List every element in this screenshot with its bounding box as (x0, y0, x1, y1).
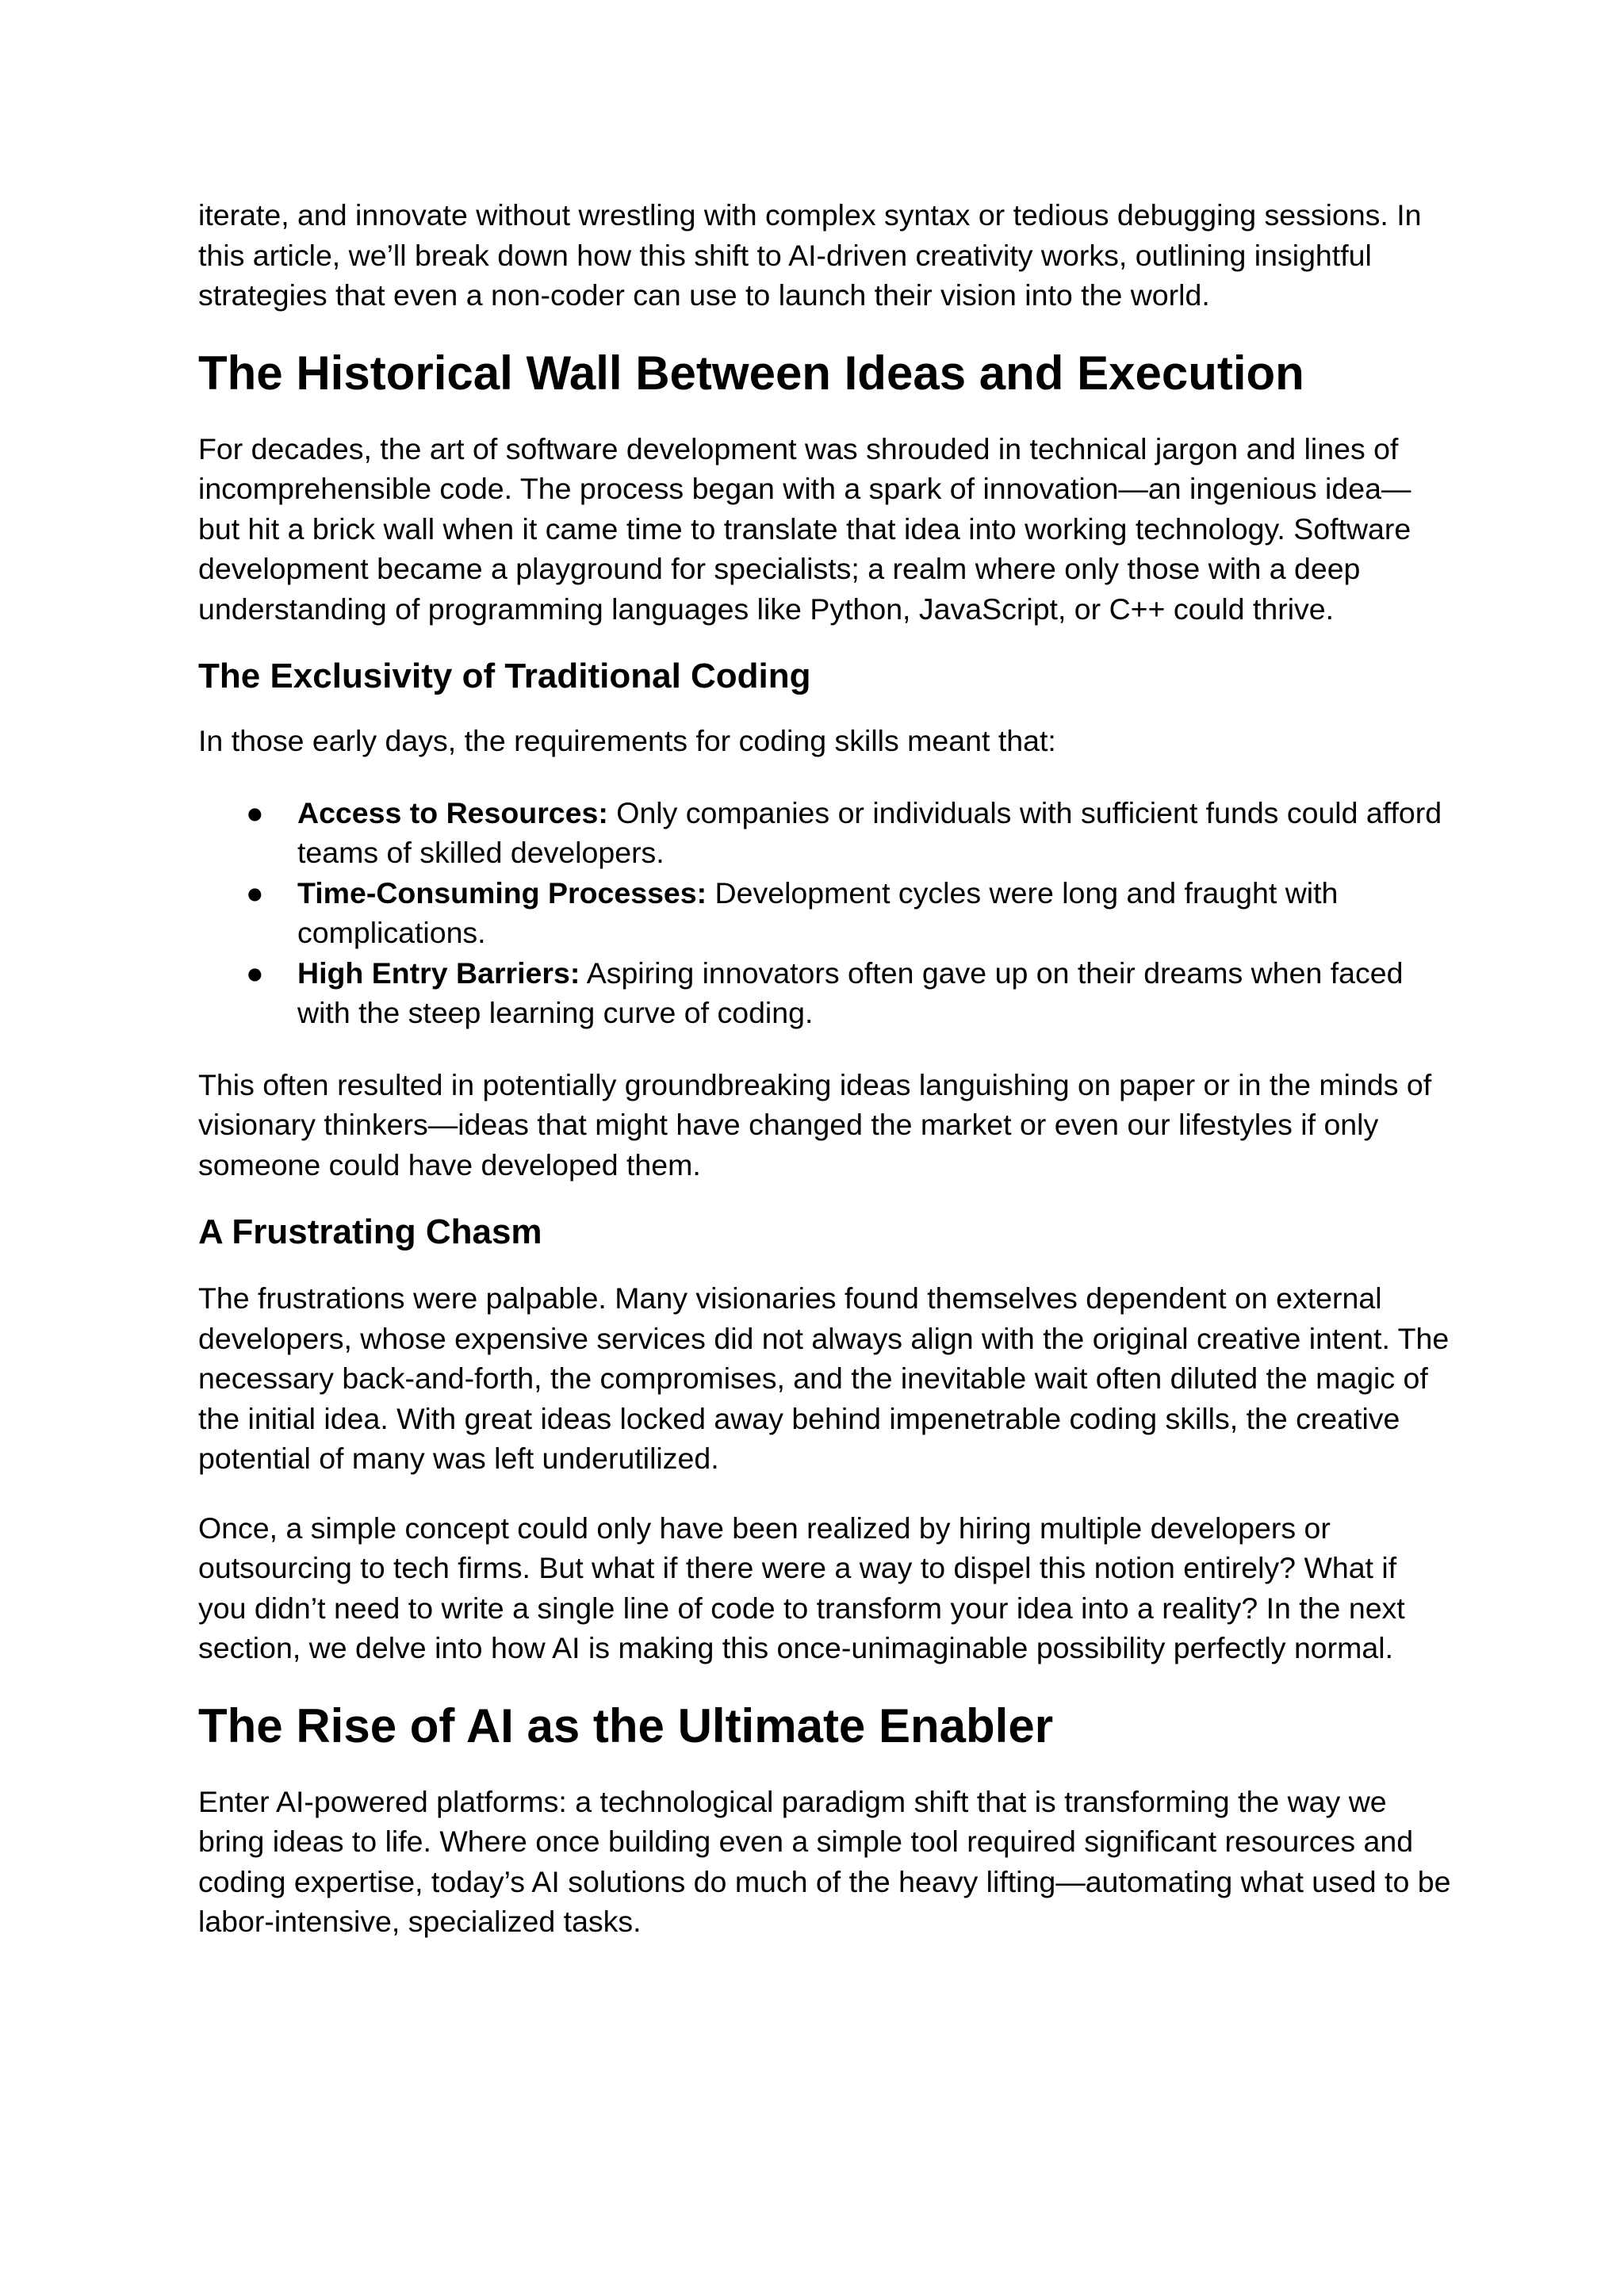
exclusivity-lead: In those early days, the requirements for coding skills meant that: (198, 724, 1056, 757)
intro-paragraph: iterate, and innovate without wrestling with complex syntax or tedious debugging sessions. In this article, we’ll break down how this shift to AI-driven creativity works, outlining insightful strategies that even a non-coder can use to launch their vision into the world. (198, 198, 1422, 312)
chasm-paragraph-1: The frustrations were palpable. Many visionaries found themselves dependent on external developers, whose expensive services did not always align with the original creative intent. The necessary back-and-forth, the compromises, and the inevitable wait often diluted the magic of the initial idea. With great ideas locked away behind impenetrable coding skills, the creative potential of many was left underutilized. (198, 1281, 1450, 1475)
subheading-frustrating-chasm: A Frustrating Chasm (198, 1212, 542, 1251)
exclusivity-closing: This often resulted in potentially groundbreaking ideas languishing on paper or in the minds of visionary thinkers—ideas that might have changed the market or even our lifestyles if only someone could have developed them. (198, 1067, 1432, 1181)
list-item-text: Aspiring innovators often gave up on their dreams when faced with the steep learning curve of coding. (297, 956, 1404, 1029)
list-item (198, 793, 1451, 873)
list-item (198, 873, 1451, 953)
chasm-paragraph-2: Once, a simple concept could only have been realized by hiring multiple developers or outsourcing to tech firms. But what if there were a way to dispel this notion entirely? What if you didn’t need to write a single line of code to transform your idea into a reality? In the next section, we delve into how AI is making this once-unimaginable possibility perfectly normal. (198, 1511, 1405, 1664)
list-item (198, 953, 1451, 1033)
section-heading-rise-of-ai: The Rise of AI as the Ultimate Enabler (198, 1698, 1054, 1752)
list-item-title: High Entry Barriers: (297, 956, 580, 990)
barrier-list (198, 793, 1451, 1033)
section-heading-historical-wall: The Historical Wall Between Ideas and Execution (198, 346, 1304, 400)
bullet-icon: ● (246, 956, 264, 990)
list-item-title: Time-Consuming Processes: (297, 875, 707, 910)
bullet-icon: ● (246, 795, 264, 829)
list-item-text: Development cycles were long and fraught with complications. (297, 875, 1339, 949)
list-item-text: Only companies or individuals with sufficient funds could afford teams of skilled developers. (297, 795, 1442, 869)
section-paragraph-rise-of-ai: Enter AI-powered platforms: a technological paradigm shift that is transforming the way we bring ideas to life. Where once building even a simple tool required significant resources and coding expertise, today’s AI solutions do much of the heavy lifting—automating what used to be labor-intensive, specialized tasks. (198, 1784, 1451, 1938)
subheading-exclusivity: The Exclusivity of Traditional Coding (198, 657, 811, 695)
document-body (198, 195, 1451, 1942)
list-item-title: Access to Resources: (297, 795, 608, 829)
bullet-icon: ● (246, 875, 264, 910)
section-paragraph-historical-wall: For decades, the art of software development was shrouded in technical jargon and lines of incomprehensible code. The process began with a spark of innovation—an ingenious idea—but hit a brick wall when it came time to translate that idea into working technology. Software development became a playground for specialists; a realm where only those with a deep understanding of programming languages like Python, JavaScript, or C++ could thrive. (198, 431, 1411, 626)
